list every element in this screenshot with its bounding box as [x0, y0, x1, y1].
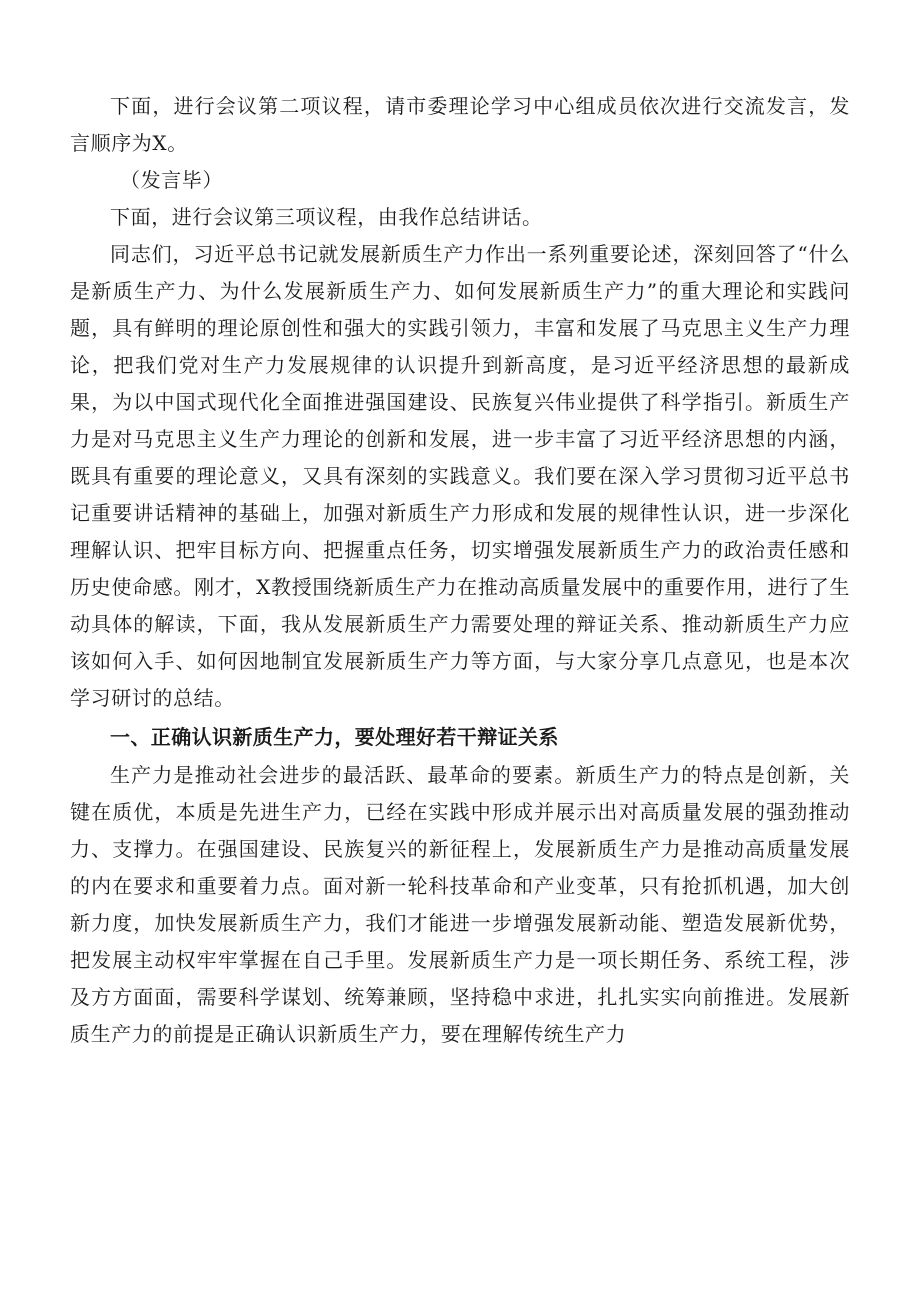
paragraph-agenda-item-two: 下面，进行会议第二项议程，请市委理论学习中心组成员依次进行交流发言，发言顺序为X。 — [70, 94, 850, 155]
paragraph-speech-end-note: （发言毕） — [120, 168, 223, 192]
paragraph-agenda-item-three: 下面，进行会议第三项议程，由我作总结讲话。 — [110, 205, 543, 229]
section-heading-one: 一、正确认识新质生产力，要处理好若干辩证关系 — [110, 725, 559, 749]
paragraph-section-one-body: 生产力是推动社会进步的最活跃、最革命的要素。新质生产力的特点是创新，关键在质优，本质是先进生产力，已经在实践中形成并展示出对高质量发展的强劲推动力、支撑力。在强国建设、民族复兴的新征程上，发展新质生产力是推动高质量发展的内在要求和重要着力点。面对新一轮科技革命和产业变革，只有抢抓机遇，加大创新力度，加快发展新质生产力，我们才能进一步增强发展新动能、塑造发展新优势，把发展主动权牢牢掌握在自己手里。发展新质生产力是一项长期任务、系统工程，涉及方方面面，需要科学谋划、统筹兼顾，坚持稳中求进，扎扎实实向前推进。发展新质生产力的前提是正确认识新质生产力，要在理解传统生产力 — [70, 763, 850, 1046]
paragraph-speech-intro: 同志们，习近平总书记就发展新质生产力作出一系列重要论述，深刻回答了“什么是新质生产力、为什么发展新质生产力、如何发展新质生产力”的重大理论和实践问题，具有鲜明的理论原创性和强大的实践引领力，丰富和发展了马克思主义生产力理论，把我们党对生产力发展规律的认识提升到新高度，是习近平经济思想的最新成果，为以中国式现代化全面推进强国建设、民族复兴伟业提供了科学指引。新质生产力是对马克思主义生产力理论的创新和发展，进一步丰富了习近平经济思想的内涵，既具有重要的理论意义，又具有深刻的实践意义。我们要在深入学习贯彻习近平总书记重要讲话精神的基础上，加强对新质生产力形成和发展的规律性认识，进一步深化理解认识、把牢目标方向、把握重点任务，切实增强发展新质生产力的政治责任感和历史使命感。刚才，X教授围绕新质生产力在推动高质量发展中的重要作用，进行了生动具体的解读，下面，我从发展新质生产力需要处理的辩证关系、推动新质生产力应该如何入手、如何因地制宜发展新质生产力等方面，与大家分享几点意见，也是本次学习研讨的总结。 — [70, 242, 850, 710]
document-body — [70, 88, 850, 1053]
